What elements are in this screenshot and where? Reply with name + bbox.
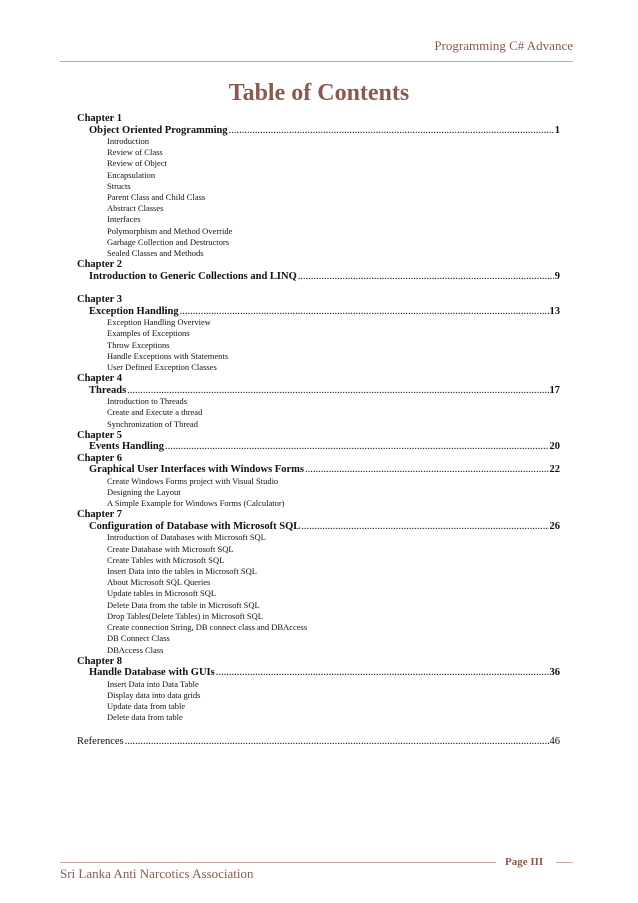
dot-leader: [216, 667, 549, 679]
section-item[interactable]: Delete Data from the table in Microsoft SQL: [107, 599, 260, 610]
section-item[interactable]: About Microsoft SQL Queries: [107, 577, 211, 588]
chapter-page-number: 26: [549, 520, 560, 532]
chapter-block: [77, 656, 560, 724]
footer-organization: Sri Lanka Anti Narcotics Association: [60, 866, 254, 881]
chapter-title: Graphical User Interfaces with Windows Forms: [89, 464, 304, 476]
chapter-block: [77, 453, 560, 510]
chapter-label: Chapter 4: [77, 373, 123, 385]
chapter-label: Chapter 3: [77, 294, 123, 306]
section-item[interactable]: Exception Handling Overview: [107, 317, 211, 328]
section-item[interactable]: Review of Class: [107, 147, 163, 158]
section-item[interactable]: Garbage Collection and Destructors: [107, 236, 230, 247]
dot-leader: [229, 125, 554, 137]
footer-rule: [60, 862, 496, 863]
section-item[interactable]: Parent Class and Child Class: [107, 192, 206, 203]
section-item[interactable]: Delete data from table: [107, 712, 183, 723]
section-item[interactable]: Throw Exceptions: [107, 339, 170, 350]
section-item[interactable]: DBAccess Class: [107, 644, 164, 655]
dot-leader: [298, 271, 554, 283]
section-item[interactable]: Interfaces: [107, 214, 141, 225]
section-item[interactable]: Create connection String, DB connect class and DBAccess: [107, 622, 308, 633]
section-item[interactable]: Encapsulation: [107, 169, 156, 180]
chapter-label: Chapter 2: [77, 259, 123, 271]
section-item[interactable]: Create Tables with Microsoft SQL: [107, 554, 225, 565]
chapter-title: Introduction to Generic Collections and LINQ: [89, 270, 297, 282]
dot-leader: [180, 306, 549, 318]
chapter-title: Configuration of Database with Microsoft SQL: [89, 520, 301, 532]
section-item[interactable]: Examples of Exceptions: [107, 328, 190, 339]
chapter-entry[interactable]: [77, 306, 560, 318]
section-item[interactable]: Introduction: [107, 136, 150, 146]
references-title: References: [77, 735, 124, 747]
chapter-block: [77, 430, 560, 453]
chapter-block: [77, 373, 560, 430]
chapter-page-number: 1: [554, 124, 560, 136]
chapter-label: Chapter 1: [77, 113, 123, 124]
section-item[interactable]: User Defined Exception Classes: [107, 362, 217, 373]
chapter-label: Chapter 7: [77, 509, 123, 521]
section-item[interactable]: DB Connect Class: [107, 633, 170, 644]
section-item[interactable]: Synchronization of Thread: [107, 418, 198, 429]
section-item[interactable]: Introduction to Threads: [107, 396, 188, 407]
references-entry[interactable]: [77, 736, 560, 748]
section-item[interactable]: Create and Execute a thread: [107, 407, 203, 418]
section-item[interactable]: Designing the Layout: [107, 487, 181, 498]
page-number-footer: Page III: [505, 856, 544, 868]
section-item[interactable]: Create Database with Microsoft SQL: [107, 543, 234, 554]
chapter-title: Threads: [89, 384, 127, 396]
section-item[interactable]: Review of Object: [107, 158, 167, 169]
dot-leader: [125, 736, 549, 748]
chapter-label: Chapter 8: [77, 655, 123, 667]
chapter-page-number: 20: [549, 441, 560, 453]
chapter-entry[interactable]: [77, 521, 560, 533]
chapter-page-number: 36: [549, 667, 560, 679]
section-item[interactable]: Update tables in Microsoft SQL: [107, 588, 217, 599]
section-item[interactable]: Insert Data into the tables in Microsoft SQL: [107, 566, 257, 577]
chapter-entry[interactable]: [77, 441, 560, 453]
chapter-list: [77, 113, 560, 724]
section-item[interactable]: Abstract Classes: [107, 203, 164, 214]
section-item[interactable]: Handle Exceptions with Statements: [107, 350, 229, 361]
chapter-entry[interactable]: [77, 271, 560, 283]
section-item[interactable]: Display data into data grids: [107, 689, 201, 700]
chapter-page-number: 22: [549, 464, 560, 476]
section-item[interactable]: Introduction of Databases with Microsoft SQL: [107, 532, 266, 543]
section-item[interactable]: A Simple Example for Windows Forms (Calculator): [107, 498, 285, 509]
dot-leader: [127, 385, 548, 397]
chapter-entry[interactable]: [77, 125, 560, 137]
page-title: Table of Contents: [228, 80, 410, 106]
chapter-entry[interactable]: [77, 464, 560, 476]
section-item[interactable]: Insert Data into Data Table: [107, 678, 199, 689]
dot-leader: [165, 441, 549, 453]
section-item[interactable]: Create Windows Forms project with Visual Studio: [107, 475, 279, 486]
chapter-page-number: 9: [554, 270, 560, 282]
table-of-contents: [77, 113, 560, 747]
chapter-block: [77, 259, 560, 282]
section-item[interactable]: Structs: [107, 180, 131, 191]
chapter-title: Object Oriented Programming: [89, 124, 228, 136]
chapter-title: Handle Database with GUIs: [89, 667, 215, 679]
section-item[interactable]: Update data from table: [107, 701, 186, 712]
chapter-block: [77, 113, 560, 259]
section-item[interactable]: Polymorphism and Method Override: [107, 225, 233, 236]
dot-leader: [305, 464, 549, 476]
chapter-block: [77, 294, 560, 373]
chapter-label: Chapter 5: [77, 429, 123, 441]
chapter-page-number: 13: [549, 305, 560, 317]
chapter-title: Events Handling: [89, 441, 164, 453]
references-page-number: 46: [549, 735, 560, 747]
chapter-entry[interactable]: [77, 385, 560, 397]
header-rule: [60, 61, 573, 62]
dot-leader: [301, 521, 548, 533]
footer-rule-right: [556, 862, 573, 863]
chapter-page-number: 17: [549, 384, 560, 396]
section-item[interactable]: Sealed Classes and Methods: [107, 248, 204, 259]
chapter-title: Exception Handling: [89, 305, 179, 317]
chapter-entry[interactable]: [77, 667, 560, 679]
chapter-label: Chapter 6: [77, 452, 123, 464]
section-item[interactable]: Drop Tables(Delete Tables) in Microsoft SQL: [107, 610, 263, 621]
running-header: Programming C# Advance: [434, 38, 573, 53]
chapter-block: [77, 509, 560, 655]
